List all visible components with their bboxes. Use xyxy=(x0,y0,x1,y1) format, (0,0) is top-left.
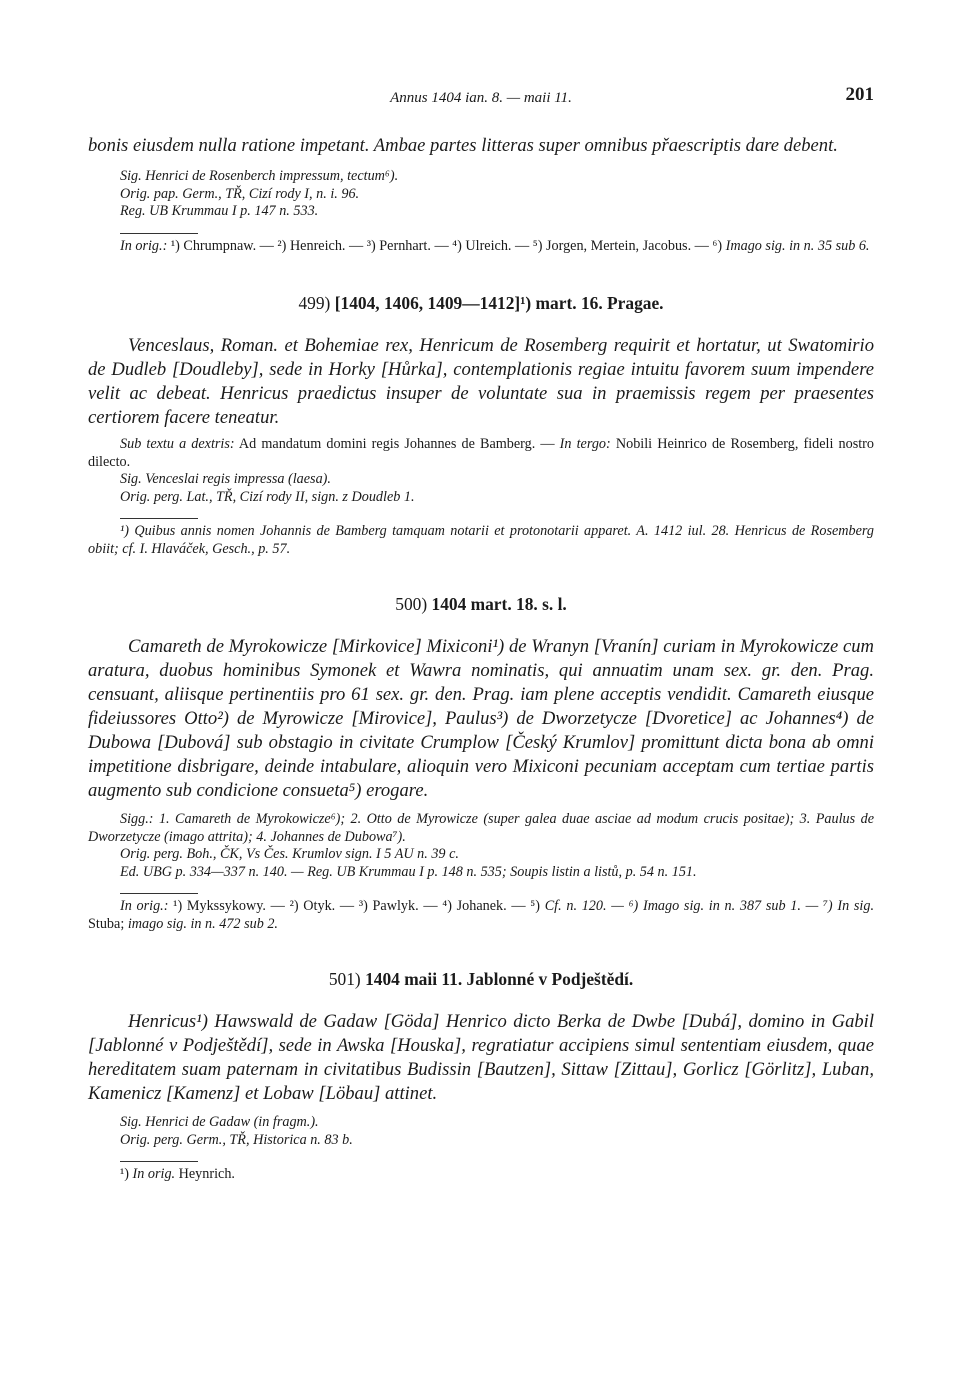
doc-499-orig: Orig. perg. Lat., TŘ, Cizí rody II, sign. z Doudleb 1. xyxy=(120,488,415,505)
footnote-divider xyxy=(120,1161,198,1162)
note-text: Ad mandatum domini regis Johannes de Bamberg. — xyxy=(234,436,560,452)
footnote-tail: Imago sig. in n. 35 sub 6. xyxy=(725,237,870,254)
doc-499-seal: Sig. Venceslai regis impressa (laesa). xyxy=(120,471,331,487)
document-title-499 xyxy=(88,293,874,314)
doc-500-seals: Sigg.: 1. Camareth de Myrokowicze⁶); 2. Otto de Myrowicze (super galea duae asciae ad modum crucis positae); 3. Paulus de Dworzetycze (imago attrita); 4. Johannes de Dubowa⁷). xyxy=(88,811,874,845)
doc-499-footnote: ¹) Quibus annis nomen Johannis de Bamberg tamquam notarii et protonotarii apparet. A. 1412 iul. 28. Henricus de Rosemberg obiit; cf. I. Hlaváček, Gesch., p. 57. xyxy=(88,523,874,557)
footnote-marker: ¹) xyxy=(120,1166,133,1182)
doc-500-edition: Ed. UBG p. 334—337 n. 140. — Reg. UB Krummau I p. 148 n. 535; Soupis listin a listů, p. 54 n. 151. xyxy=(120,863,697,880)
doc-501-orig: Orig. perg. Germ., TŘ, Historica n. 83 b. xyxy=(120,1131,353,1148)
footnote-text: ¹) Chrumpnaw. — ²) Henreich. — ³) Pernhart. — ⁴) Ulreich. — ⁵) Jorgen, Mertein, Jacobus. — ⁶) xyxy=(167,237,726,254)
doc-date: 1404 mart. 18. s. l. xyxy=(431,594,567,614)
doc-date: [1404, 1406, 1409—1412]¹) mart. 16. Pragae. xyxy=(334,293,664,313)
doc-500-orig: Orig. perg. Boh., ČK, Vs Čes. Krumlov sign. I 5 AU n. 39 c. xyxy=(120,846,459,862)
footnote-divider xyxy=(120,233,198,234)
footnote-text-d: imago sig. in n. 472 sub 2. xyxy=(127,915,278,932)
footnote-text-b: Cf. n. 120. — ⁶) Imago sig. in n. 387 sub 1. — ⁷) In sig. xyxy=(544,898,874,914)
doc-number: 499) xyxy=(298,293,331,313)
doc-500-footnotes xyxy=(88,898,874,933)
footnote-text-c: Stuba; xyxy=(88,915,128,932)
doc-499-body: Venceslaus, Roman. et Bohemiae rex, Henricum de Rosemberg requirit et hortatur, ut Swatomirio de Dudleb [Doudleby], sede in Horky [Hůrka], contemplationis regiae intuitu favorem suum impendere velit ac debeat. Henricus praedictus insuper de voluntate sua in praemissis regem per praesentes certiorem facere teneatur. xyxy=(88,335,874,428)
footnote-divider xyxy=(120,518,198,519)
original-note: Orig. pap. Germ., TŘ, Cizí rody I, n. i. 96. xyxy=(120,185,360,202)
regest-note: Reg. UB Krummau I p. 147 n. 533. xyxy=(120,203,319,219)
doc-501-footnote xyxy=(88,1166,874,1184)
doc-date: 1404 maii 11. Jablonné v Podještědí. xyxy=(365,969,634,989)
note-label: Sub textu a dextris: xyxy=(120,436,235,452)
doc-500-body: Camareth de Myrokowicze [Mirkovice] Mixiconi¹) de Wranyn [Vranín] curiam in Myrokowicze cum aratura, duobus hominibus Symonek et Wawra nominatis, qui annuatim unam sex. gr. den. Prag. censuant, aliisque pertinentiis pro 61 sex. gr. den. Prag. iam plene acceptis vendidit. Camareth eiusque fideiussores Otto²) de Myrowicze [Mirovice], Paulus³) de Dworzetycze [Dvoretice] ac Johannes⁴) de Dubowa [Dubová] sub obstagio in civitate Crumplow [Český Krumlov] promittunt dicta bona ab omni impetitione disbrigare, deinde intabulare, alioquin vero Mixiconi pecuniam acceptam cum tertiae partis augmento sub condicione consueta⁵) erogare. xyxy=(88,636,874,801)
note-label-2: In tergo: xyxy=(559,436,611,452)
note-text-2: Nobili Heinrico de Rosemberg, fideli nostro dilecto. xyxy=(88,436,874,470)
page-header xyxy=(88,84,874,112)
footnote-label: In orig.: xyxy=(120,237,168,254)
document-page xyxy=(88,84,874,1184)
seal-note: Sig. Henrici de Rosenberch impressum, tectum⁶). xyxy=(120,168,399,184)
doc-499-note xyxy=(88,436,874,471)
continuation-text: bonis eiusdem nulla ratione impetant. Ambae partes litteras super omnibus přaescriptis dare debent. xyxy=(88,135,838,156)
document-title-501 xyxy=(88,969,874,990)
document-title-500 xyxy=(88,594,874,615)
footnote-divider xyxy=(120,893,198,894)
footnotes-top xyxy=(88,238,874,256)
running-title: Annus 1404 ian. 8. — maii 11. xyxy=(390,90,572,106)
doc-number: 500) xyxy=(395,594,428,614)
footnote-label: In orig.: xyxy=(120,898,169,914)
footnote-label: In orig. xyxy=(132,1166,176,1182)
footnote-text: Heynrich. xyxy=(175,1166,235,1182)
doc-501-seal: Sig. Henrici de Gadaw (in fragm.). xyxy=(120,1114,319,1130)
doc-number: 501) xyxy=(328,969,361,989)
page-number: 201 xyxy=(845,84,874,105)
footnote-text-a: ¹) Mykssykowy. — ²) Otyk. — ³) Pawlyk. — ⁴) Johanek. — ⁵) xyxy=(168,898,545,914)
doc-501-body: Henricus¹) Hawswald de Gadaw [Göda] Henrico dicto Berka de Dwbe [Dubá], domino in Gabil [Jablonné v Podještědí], sede in Awska [Houska], regratiatur accipiens simul sententiam eiusdem, quae hereditatem suam paternam in civitatibus Budissin [Bautzen], Sittaw [Zittau], Gorlicz [Görlitz], Luban, Kamenicz [Kamenz] et Lobaw [Löbau] attinet. xyxy=(88,1011,874,1104)
